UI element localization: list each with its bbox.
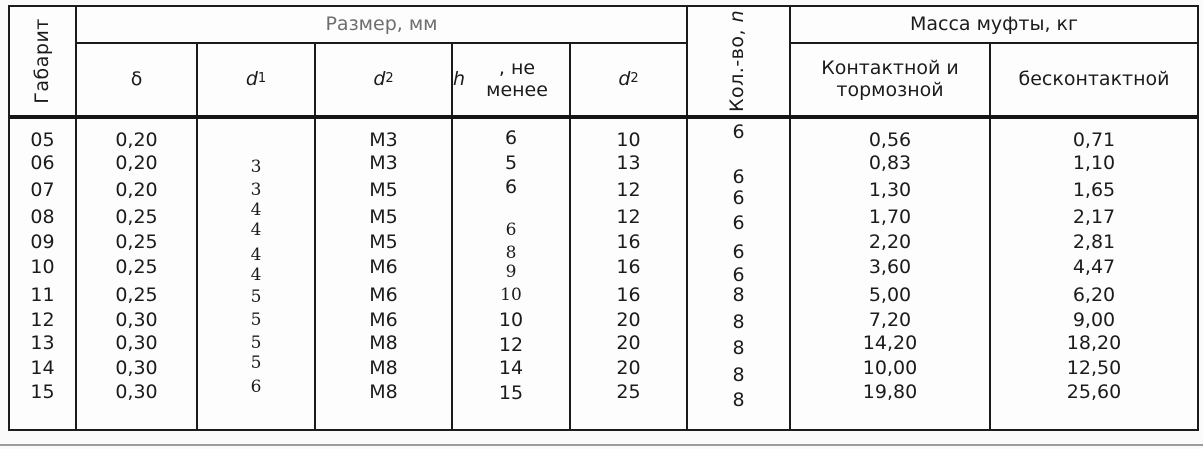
cell-d2_num: 16 [616,284,641,306]
column-gabarit [10,119,77,429]
cell-d1: 4 [250,220,262,240]
column-qty [688,119,791,429]
cell-h_min: 9 [505,262,517,282]
cell-delta: 0,30 [115,381,158,403]
cell-mass_contact: 7,20 [868,309,912,331]
cell-d2_num: 10 [616,129,641,151]
cell-mass_contact: 1,30 [868,179,912,201]
cell-delta: 0,20 [115,152,158,174]
cell-qty: 6 [732,264,745,286]
cell-qty: 6 [732,187,745,209]
cell-qty: 8 [732,311,745,333]
cell-mass_contactless: 1,65 [1072,179,1116,201]
cell-d2_num: 13 [616,152,641,174]
table-header [10,7,1197,115]
cell-d2_thread: M6 [369,284,398,306]
header-col-h: h , не менее [453,44,571,115]
cell-gabarit: 12 [30,309,55,331]
cell-h_min: 5 [504,152,518,174]
cell-h_min: 8 [505,243,517,263]
cell-d2_thread: M5 [369,231,398,253]
cell-gabarit: 05 [30,129,55,151]
cell-h_min: 6 [504,176,518,198]
cell-gabarit: 10 [30,256,55,278]
cell-d1: 5 [250,287,262,307]
cell-mass_contactless: 9,00 [1072,309,1116,331]
cell-gabarit: 09 [30,231,55,253]
cell-d2_num: 25 [616,381,641,403]
cell-qty: 8 [732,284,745,306]
cell-mass_contact: 1,70 [868,206,912,228]
cell-qty: 6 [732,241,745,263]
header-mass-group-label: Масса муфты, кг [909,12,1079,35]
cell-mass_contactless: 1,10 [1072,152,1116,174]
cell-mass_contactless: 6,20 [1072,284,1116,306]
cell-h_min: 6 [504,127,518,149]
cell-gabarit: 07 [30,179,55,201]
cell-d1: 3 [250,180,262,200]
cell-delta: 0,25 [115,256,158,278]
cell-d2_num: 20 [616,357,641,379]
cell-d2_num: 16 [616,231,641,253]
header-size-group-label: Размер, мм [325,12,438,35]
cell-h_min: 14 [498,357,524,379]
cell-d1: 3 [250,157,262,177]
cell-d2_thread: M3 [369,129,398,151]
cell-d1: 5 [250,353,262,373]
cell-gabarit: 13 [30,332,55,354]
bottom-divider [0,444,1203,446]
cell-qty: 8 [732,337,745,359]
cell-gabarit: 14 [30,357,55,379]
cell-d2_num: 20 [616,309,641,331]
cell-mass_contactless: 12,50 [1066,357,1122,379]
cell-delta: 0,20 [115,129,158,151]
cell-mass_contactless: 18,20 [1066,332,1122,354]
cell-mass_contactless: 0,71 [1072,129,1116,151]
cell-d1: 4 [250,245,262,265]
header-gabarit-label: Габарит [30,18,53,104]
column-h-min [453,119,571,429]
header-size-group [77,7,688,44]
header-qty [688,7,791,115]
cell-delta: 0,30 [115,357,158,379]
column-d2-thread [316,119,453,429]
cell-gabarit: 15 [30,381,55,403]
cell-d2_thread: M8 [369,332,398,354]
cell-d2_thread: M8 [369,381,398,403]
column-mass-contact [791,119,991,429]
cell-delta: 0,20 [115,179,158,201]
cell-delta: 0,25 [115,231,158,253]
cell-delta: 0,25 [115,206,158,228]
table-body [10,115,1197,429]
cell-d2_num: 16 [616,256,641,278]
cell-d1: 5 [250,310,262,330]
cell-gabarit: 08 [30,206,55,228]
cell-h_min: 15 [498,382,524,404]
cell-gabarit: 11 [30,284,55,306]
cell-d2_thread: M5 [369,179,398,201]
cell-mass_contact: 19,80 [862,381,918,403]
cell-qty: 8 [732,389,745,411]
header-col-d2: d 2 [316,44,453,115]
cell-d1: 4 [250,265,262,285]
column-d1 [198,119,316,429]
coupling-dimensions-table [8,5,1199,431]
cell-mass_contactless: 2,17 [1072,206,1116,228]
cell-mass_contactless: 25,60 [1066,381,1122,403]
cell-h_min: 10 [500,285,522,305]
cell-qty: 6 [732,121,745,143]
column-mass-contactless [991,119,1197,429]
cell-delta: 0,30 [115,332,158,354]
header-col-delta: δ [77,44,198,115]
header-mass-group [791,7,1197,44]
cell-mass_contact: 14,20 [862,332,918,354]
header-col-mass-contactless: бесконтактной [1018,67,1170,90]
cell-d1: 5 [250,333,262,353]
cell-delta: 0,25 [115,284,158,306]
header-col-d1: d 1 [198,44,316,115]
header-col-d2b: d 2 [571,44,688,115]
cell-mass_contact: 0,83 [868,152,912,174]
cell-d1: 4 [250,200,262,220]
cell-d1: 6 [250,377,262,397]
cell-h_min: 6 [505,220,517,240]
cell-mass_contact: 10,00 [862,357,918,379]
cell-d2_num: 12 [616,206,641,228]
cell-h_min: 10 [498,309,524,331]
cell-qty: 6 [732,212,745,234]
header-col-mass-contact: Контактной и тормозной [791,44,991,115]
cell-mass_contact: 2,20 [868,231,912,253]
cell-d2_thread: M3 [369,152,398,174]
cell-gabarit: 06 [30,152,55,174]
cell-mass_contactless: 4,47 [1072,256,1116,278]
column-delta [77,119,198,429]
cell-d2_thread: M6 [369,309,398,331]
cell-qty: 6 [732,166,745,188]
column-d2-num [571,119,688,429]
cell-mass_contact: 5,00 [868,284,912,306]
cell-d2_thread: M8 [369,357,398,379]
cell-mass_contact: 3,60 [868,256,912,278]
cell-qty: 8 [732,364,745,386]
cell-mass_contact: 0,56 [868,129,912,151]
cell-d2_thread: M5 [369,206,398,228]
cell-d2_thread: M6 [369,256,398,278]
cell-delta: 0,30 [115,309,158,331]
cell-d2_num: 12 [616,179,641,201]
cell-mass_contactless: 2,81 [1072,231,1116,253]
cell-d2_num: 20 [616,332,641,354]
cell-h_min: 12 [498,334,524,356]
header-gabarit [10,7,77,115]
header-qty-label: Кол.-во, n [726,9,749,113]
